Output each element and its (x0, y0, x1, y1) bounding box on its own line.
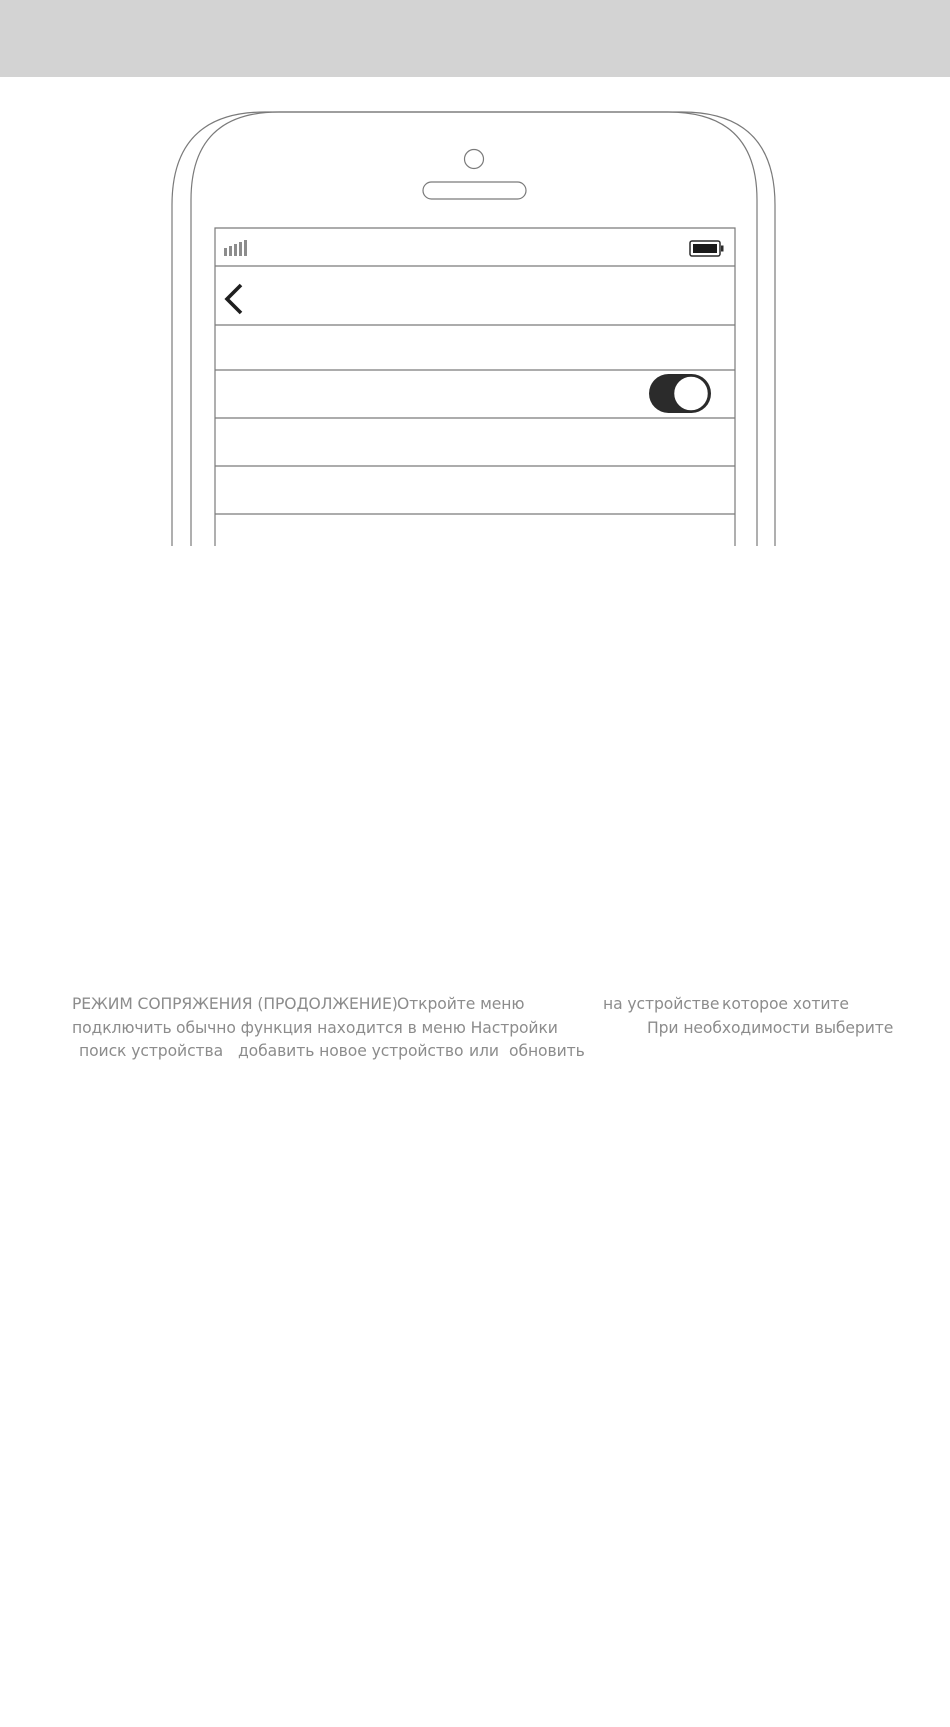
instruction-text: на устройстве (603, 995, 720, 1013)
toggle-switch[interactable] (649, 374, 711, 413)
instruction-text: или (469, 1042, 499, 1060)
toggle-knob (674, 376, 709, 411)
signal-bars-icon (224, 240, 247, 256)
instruction-text: При необходимости выберите (647, 1019, 894, 1037)
phone-outer-outline (172, 112, 775, 546)
chevron-left-icon[interactable] (227, 285, 241, 313)
instruction-heading: РЕЖИМ СОПРЯЖЕНИЯ (ПРОДОЛЖЕНИЕ) (72, 995, 398, 1013)
phone-inner-outline (191, 112, 757, 546)
front-camera-icon (465, 150, 484, 169)
battery-icon (690, 241, 724, 256)
instruction-text: добавить новое устройство (238, 1042, 464, 1060)
speaker-icon (423, 182, 526, 199)
instruction-text: обычно функция находится в меню Настройки (176, 1019, 558, 1037)
phone-drawing (0, 0, 950, 560)
phone-illustration (0, 0, 950, 560)
instruction-text: Откройте меню (397, 995, 525, 1013)
instruction-text: которое хотите (722, 995, 849, 1013)
instruction-text: обновить (509, 1042, 585, 1060)
instruction-text: поиск устройства (79, 1042, 224, 1060)
instruction-text: подключить (72, 1019, 172, 1037)
